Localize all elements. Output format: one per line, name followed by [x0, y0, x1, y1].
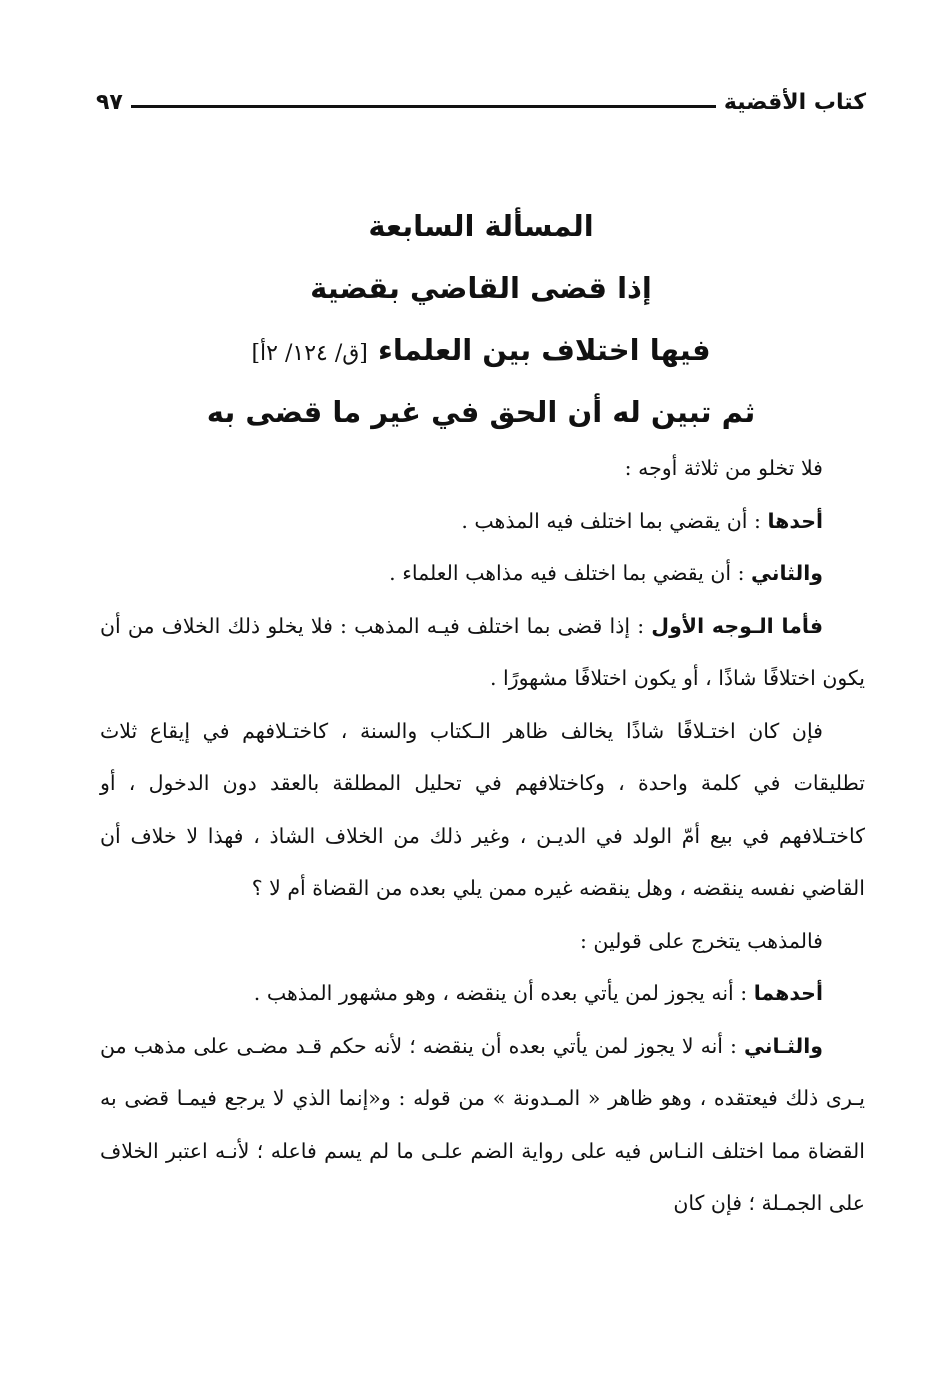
paragraph-lead: أحدهما: [753, 981, 823, 1005]
paragraph-text: : أن يقضي بما اختلف فيه مذاهب العلماء .: [389, 561, 752, 585]
paragraph-second-aspect: [100, 547, 865, 600]
running-header: [96, 82, 866, 122]
paragraph-first-aspect: [100, 495, 865, 548]
heading-line-1: المسألة السابعة: [368, 209, 594, 243]
heading-line-2: إذا قضى القاضي بقضية: [310, 271, 652, 305]
paragraph-lead: فأما الـوجه الأول: [651, 613, 823, 638]
body-text: [100, 442, 865, 1230]
paragraph-lead: والثـاني: [744, 1033, 823, 1058]
paragraph-two-opinions: فالمذهب يتخرج على قولين :: [579, 928, 823, 953]
page-number: ٩٧: [96, 89, 123, 115]
paragraph-shadh-disagreement: فإن كان اختـلافًا شاذًا يخالف ظاهر الـكتاب والسنة ، كاختـلافهم في إيقاع ثلاث تطليقات في كلمة واحدة ، وكاختلافهم في تحليل المطلقة بالعقد دون الدخول ، أو كاختـلافهم في بيع أمّ الولد في الديـن ، وغير ذلك من الخلاف الشاذ ، فهذا لا خلاف أن القاضي نفسه ينقضه ، وهل ينقضه غيره ممن يلي بعده من القضاة أم لا ؟: [100, 718, 865, 900]
paragraph-second-opinion: [100, 1020, 865, 1230]
heading-line-4: ثم تبين له أن الحق في غير ما قضى به: [206, 395, 756, 429]
paragraph-first-opinion: [100, 967, 865, 1020]
paragraph-text: : أن يقضي بما اختلف فيه المذهب .: [461, 508, 768, 533]
paragraph-intro: فلا تخلو من ثلاثة أوجه :: [624, 456, 823, 480]
heading-line-3-text: فيها اختلاف بين العلماء: [378, 333, 711, 367]
paragraph-first-aspect-detail: [100, 600, 865, 705]
heading-line-3: [96, 320, 866, 382]
header-rule: [131, 105, 716, 108]
paragraph-text: : أنه يجوز لمن يأتي بعده أن ينقضه ، وهو مشهور المذهب .: [253, 981, 754, 1005]
manuscript-reference: [ق/ ١٢٤/ ٢أ]: [251, 341, 368, 366]
paragraph-lead: أحدها: [767, 508, 823, 533]
paragraph-lead: والثاني: [751, 561, 823, 585]
paragraph-text: : إذا قضى بما اختلف فيـه المذهب : فلا يخلو ذلك الخلاف من أن يكون اختلافًا شاذًا ، أو يكون اختلافًا مشهورًا .: [100, 613, 865, 690]
paragraph-text: : أنه لا يجوز لمن يأتي بعده أن ينقضه ؛ لأنه حكم قـد مضـى على مذهب من يـرى ذلك فيعتقده ، وهو ظاهر « المـدونة » من قوله : و«إنما الذي لا يرجع فيمـا قضى به القضاة مما اختلف النـاس فيه على رواية الضم علـى ما لم يسم فاعله ؛ لأنـه اعتبر الخلاف على الجمـلة ؛ فإن كان: [100, 1033, 865, 1215]
chapter-heading: [96, 196, 866, 444]
book-title: كتاب الأقضية: [723, 89, 866, 115]
